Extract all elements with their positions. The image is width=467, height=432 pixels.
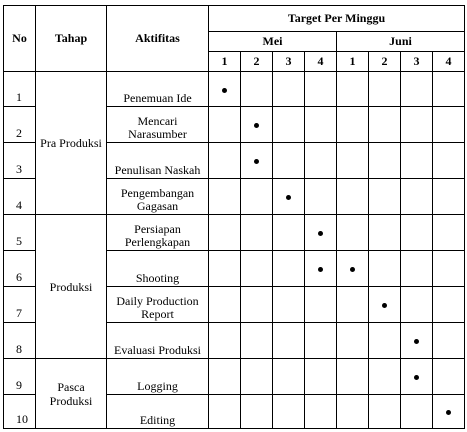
- week-cell: [305, 251, 337, 287]
- row-number: 1: [4, 72, 36, 107]
- week-cell: [369, 215, 401, 251]
- week-cell: [273, 251, 305, 287]
- week-cell: [433, 359, 465, 395]
- week-cell: [369, 251, 401, 287]
- week-cell: [433, 143, 465, 179]
- week-cell: [337, 143, 369, 179]
- week-cell: [433, 395, 465, 429]
- header-week-8: 4: [433, 52, 465, 72]
- week-cell: [337, 72, 369, 107]
- week-cell: [337, 323, 369, 359]
- row-number: 2: [4, 107, 36, 143]
- week-cell: [369, 107, 401, 143]
- row-number: 10: [4, 395, 36, 429]
- week-cell: [433, 287, 465, 323]
- week-cell: [369, 323, 401, 359]
- week-cell: [305, 107, 337, 143]
- header-aktifitas: Aktifitas: [107, 6, 209, 72]
- week-cell: [305, 395, 337, 429]
- week-cell: [209, 72, 241, 107]
- activity-label: Evaluasi Produksi: [107, 323, 209, 359]
- week-cell: [369, 359, 401, 395]
- week-cell: [401, 215, 433, 251]
- header-week-2: 2: [241, 52, 273, 72]
- activity-label: Penemuan Ide: [107, 72, 209, 107]
- week-cell: [273, 287, 305, 323]
- week-cell: [209, 251, 241, 287]
- stage-label: Pra Produksi: [36, 72, 107, 215]
- week-cell: [209, 179, 241, 215]
- week-cell: [273, 323, 305, 359]
- week-cell: [241, 215, 273, 251]
- week-cell: [209, 287, 241, 323]
- week-cell: [305, 179, 337, 215]
- week-cell: [273, 359, 305, 395]
- activity-label: Daily Production Report: [107, 287, 209, 323]
- header-week-4: 4: [305, 52, 337, 72]
- week-cell: [241, 395, 273, 429]
- week-cell: [433, 72, 465, 107]
- week-cell: [273, 215, 305, 251]
- activity-label: Editing: [107, 395, 209, 429]
- week-cell: [401, 287, 433, 323]
- activity-label: Shooting: [107, 251, 209, 287]
- week-cell: [241, 179, 273, 215]
- week-cell: [401, 72, 433, 107]
- stage-label: Pasca Produksi: [36, 359, 107, 429]
- stage-label: Produksi: [36, 215, 107, 359]
- activity-label: Logging: [107, 359, 209, 395]
- activity-label: Penulisan Naskah: [107, 143, 209, 179]
- week-cell: [369, 143, 401, 179]
- week-cell: [401, 251, 433, 287]
- activity-label: Mencari Narasumber: [107, 107, 209, 143]
- week-cell: [369, 72, 401, 107]
- header-week-5: 1: [337, 52, 369, 72]
- week-cell: [369, 179, 401, 215]
- week-cell: [241, 107, 273, 143]
- week-cell: [273, 143, 305, 179]
- row-number: 4: [4, 179, 36, 215]
- header-week-7: 3: [401, 52, 433, 72]
- week-cell: [241, 287, 273, 323]
- week-cell: [241, 359, 273, 395]
- row-number: 3: [4, 143, 36, 179]
- week-cell: [305, 143, 337, 179]
- week-cell: [337, 179, 369, 215]
- week-cell: [433, 323, 465, 359]
- schedule-dot: [222, 88, 227, 93]
- week-cell: [401, 323, 433, 359]
- week-cell: [369, 287, 401, 323]
- header-week-1: 1: [209, 52, 241, 72]
- week-cell: [401, 395, 433, 429]
- week-cell: [273, 72, 305, 107]
- table-row: [4, 359, 465, 395]
- week-cell: [209, 107, 241, 143]
- week-cell: [337, 251, 369, 287]
- header-no: No: [4, 6, 36, 72]
- week-cell: [209, 395, 241, 429]
- week-cell: [305, 323, 337, 359]
- schedule-dot: [254, 123, 259, 128]
- header-week-3: 3: [273, 52, 305, 72]
- week-cell: [401, 107, 433, 143]
- week-cell: [337, 395, 369, 429]
- schedule-dot: [414, 339, 419, 344]
- row-number: 8: [4, 323, 36, 359]
- schedule-table: [3, 5, 465, 429]
- week-cell: [337, 107, 369, 143]
- schedule-dot: [318, 267, 323, 272]
- week-cell: [305, 359, 337, 395]
- week-cell: [305, 215, 337, 251]
- activity-label: Pengembangan Gagasan: [107, 179, 209, 215]
- schedule-dot: [382, 303, 387, 308]
- week-cell: [209, 143, 241, 179]
- header-week-6: 2: [369, 52, 401, 72]
- header-target: Target Per Minggu: [209, 6, 465, 32]
- week-cell: [273, 395, 305, 429]
- row-number: 9: [4, 359, 36, 395]
- week-cell: [433, 179, 465, 215]
- week-cell: [209, 323, 241, 359]
- week-cell: [209, 215, 241, 251]
- header-month-juni: Juni: [337, 32, 465, 52]
- row-number: 5: [4, 215, 36, 251]
- week-cell: [273, 107, 305, 143]
- schedule-dot: [286, 195, 291, 200]
- week-cell: [433, 215, 465, 251]
- week-cell: [337, 287, 369, 323]
- week-cell: [305, 287, 337, 323]
- schedule-dot: [350, 267, 355, 272]
- week-cell: [369, 395, 401, 429]
- week-cell: [401, 179, 433, 215]
- week-cell: [241, 251, 273, 287]
- schedule-dot: [414, 375, 419, 380]
- week-cell: [401, 359, 433, 395]
- week-cell: [401, 143, 433, 179]
- week-cell: [241, 143, 273, 179]
- week-cell: [209, 359, 241, 395]
- schedule-dot: [254, 159, 259, 164]
- week-cell: [433, 107, 465, 143]
- schedule-dot: [446, 410, 451, 415]
- week-cell: [337, 215, 369, 251]
- week-cell: [241, 323, 273, 359]
- week-cell: [433, 251, 465, 287]
- activity-label: Persiapan Perlengkapan: [107, 215, 209, 251]
- row-number: 7: [4, 287, 36, 323]
- table-row: [4, 215, 465, 251]
- table-row: [4, 72, 465, 107]
- week-cell: [273, 179, 305, 215]
- week-cell: [305, 72, 337, 107]
- row-number: 6: [4, 251, 36, 287]
- week-cell: [241, 72, 273, 107]
- header-month-mei: Mei: [209, 32, 337, 52]
- header-tahap: Tahap: [36, 6, 107, 72]
- schedule-dot: [318, 231, 323, 236]
- week-cell: [337, 359, 369, 395]
